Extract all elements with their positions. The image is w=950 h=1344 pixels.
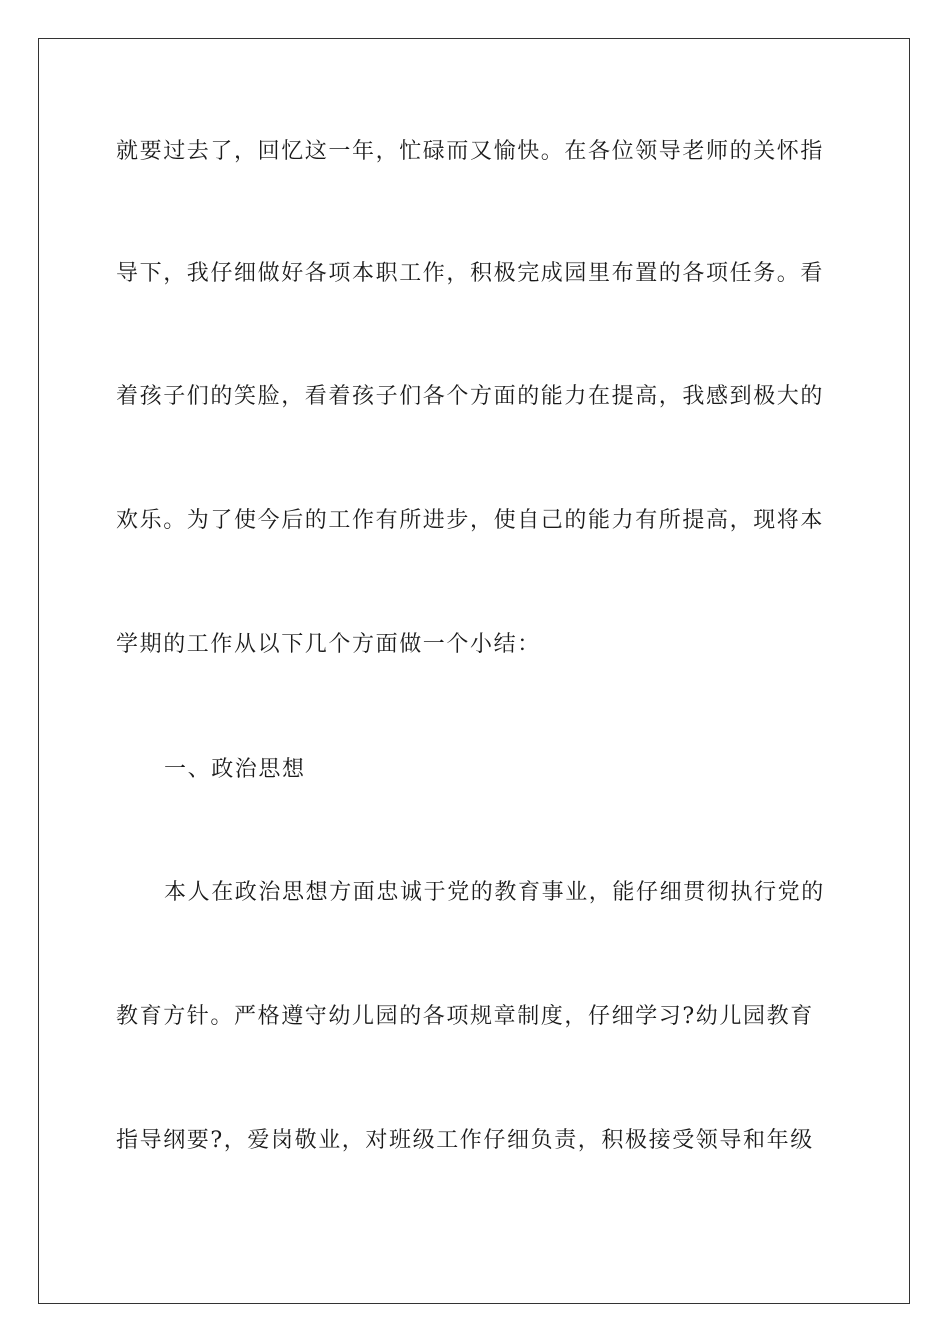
page-border — [38, 38, 910, 1304]
text-line: 指导纲要?，爱岗敬业，对班级工作仔细负责，积极接受领导和年级 — [116, 1128, 814, 1153]
text-line: 导下，我仔细做好各项本职工作，积极完成园里布置的各项任务。看 — [116, 261, 825, 286]
section-heading: 一、政治思想 — [164, 757, 306, 782]
text-line: 就要过去了，回忆这一年，忙碌而又愉快。在各位领导老师的关怀指 — [116, 139, 825, 164]
text-line: 学期的工作从以下几个方面做一个小结： — [116, 632, 541, 657]
text-line: 欢乐。为了使今后的工作有所进步，使自己的能力有所提高，现将本 — [116, 508, 825, 533]
text-line: 着孩子们的笑脸，看着孩子们各个方面的能力在提高，我感到极大的 — [116, 384, 825, 409]
text-line: 教育方针。严格遵守幼儿园的各项规章制度，仔细学习?幼儿园教育 — [116, 1004, 814, 1029]
text-line: 本人在政治思想方面忠诚于党的教育事业，能仔细贯彻执行党的 — [164, 880, 825, 905]
